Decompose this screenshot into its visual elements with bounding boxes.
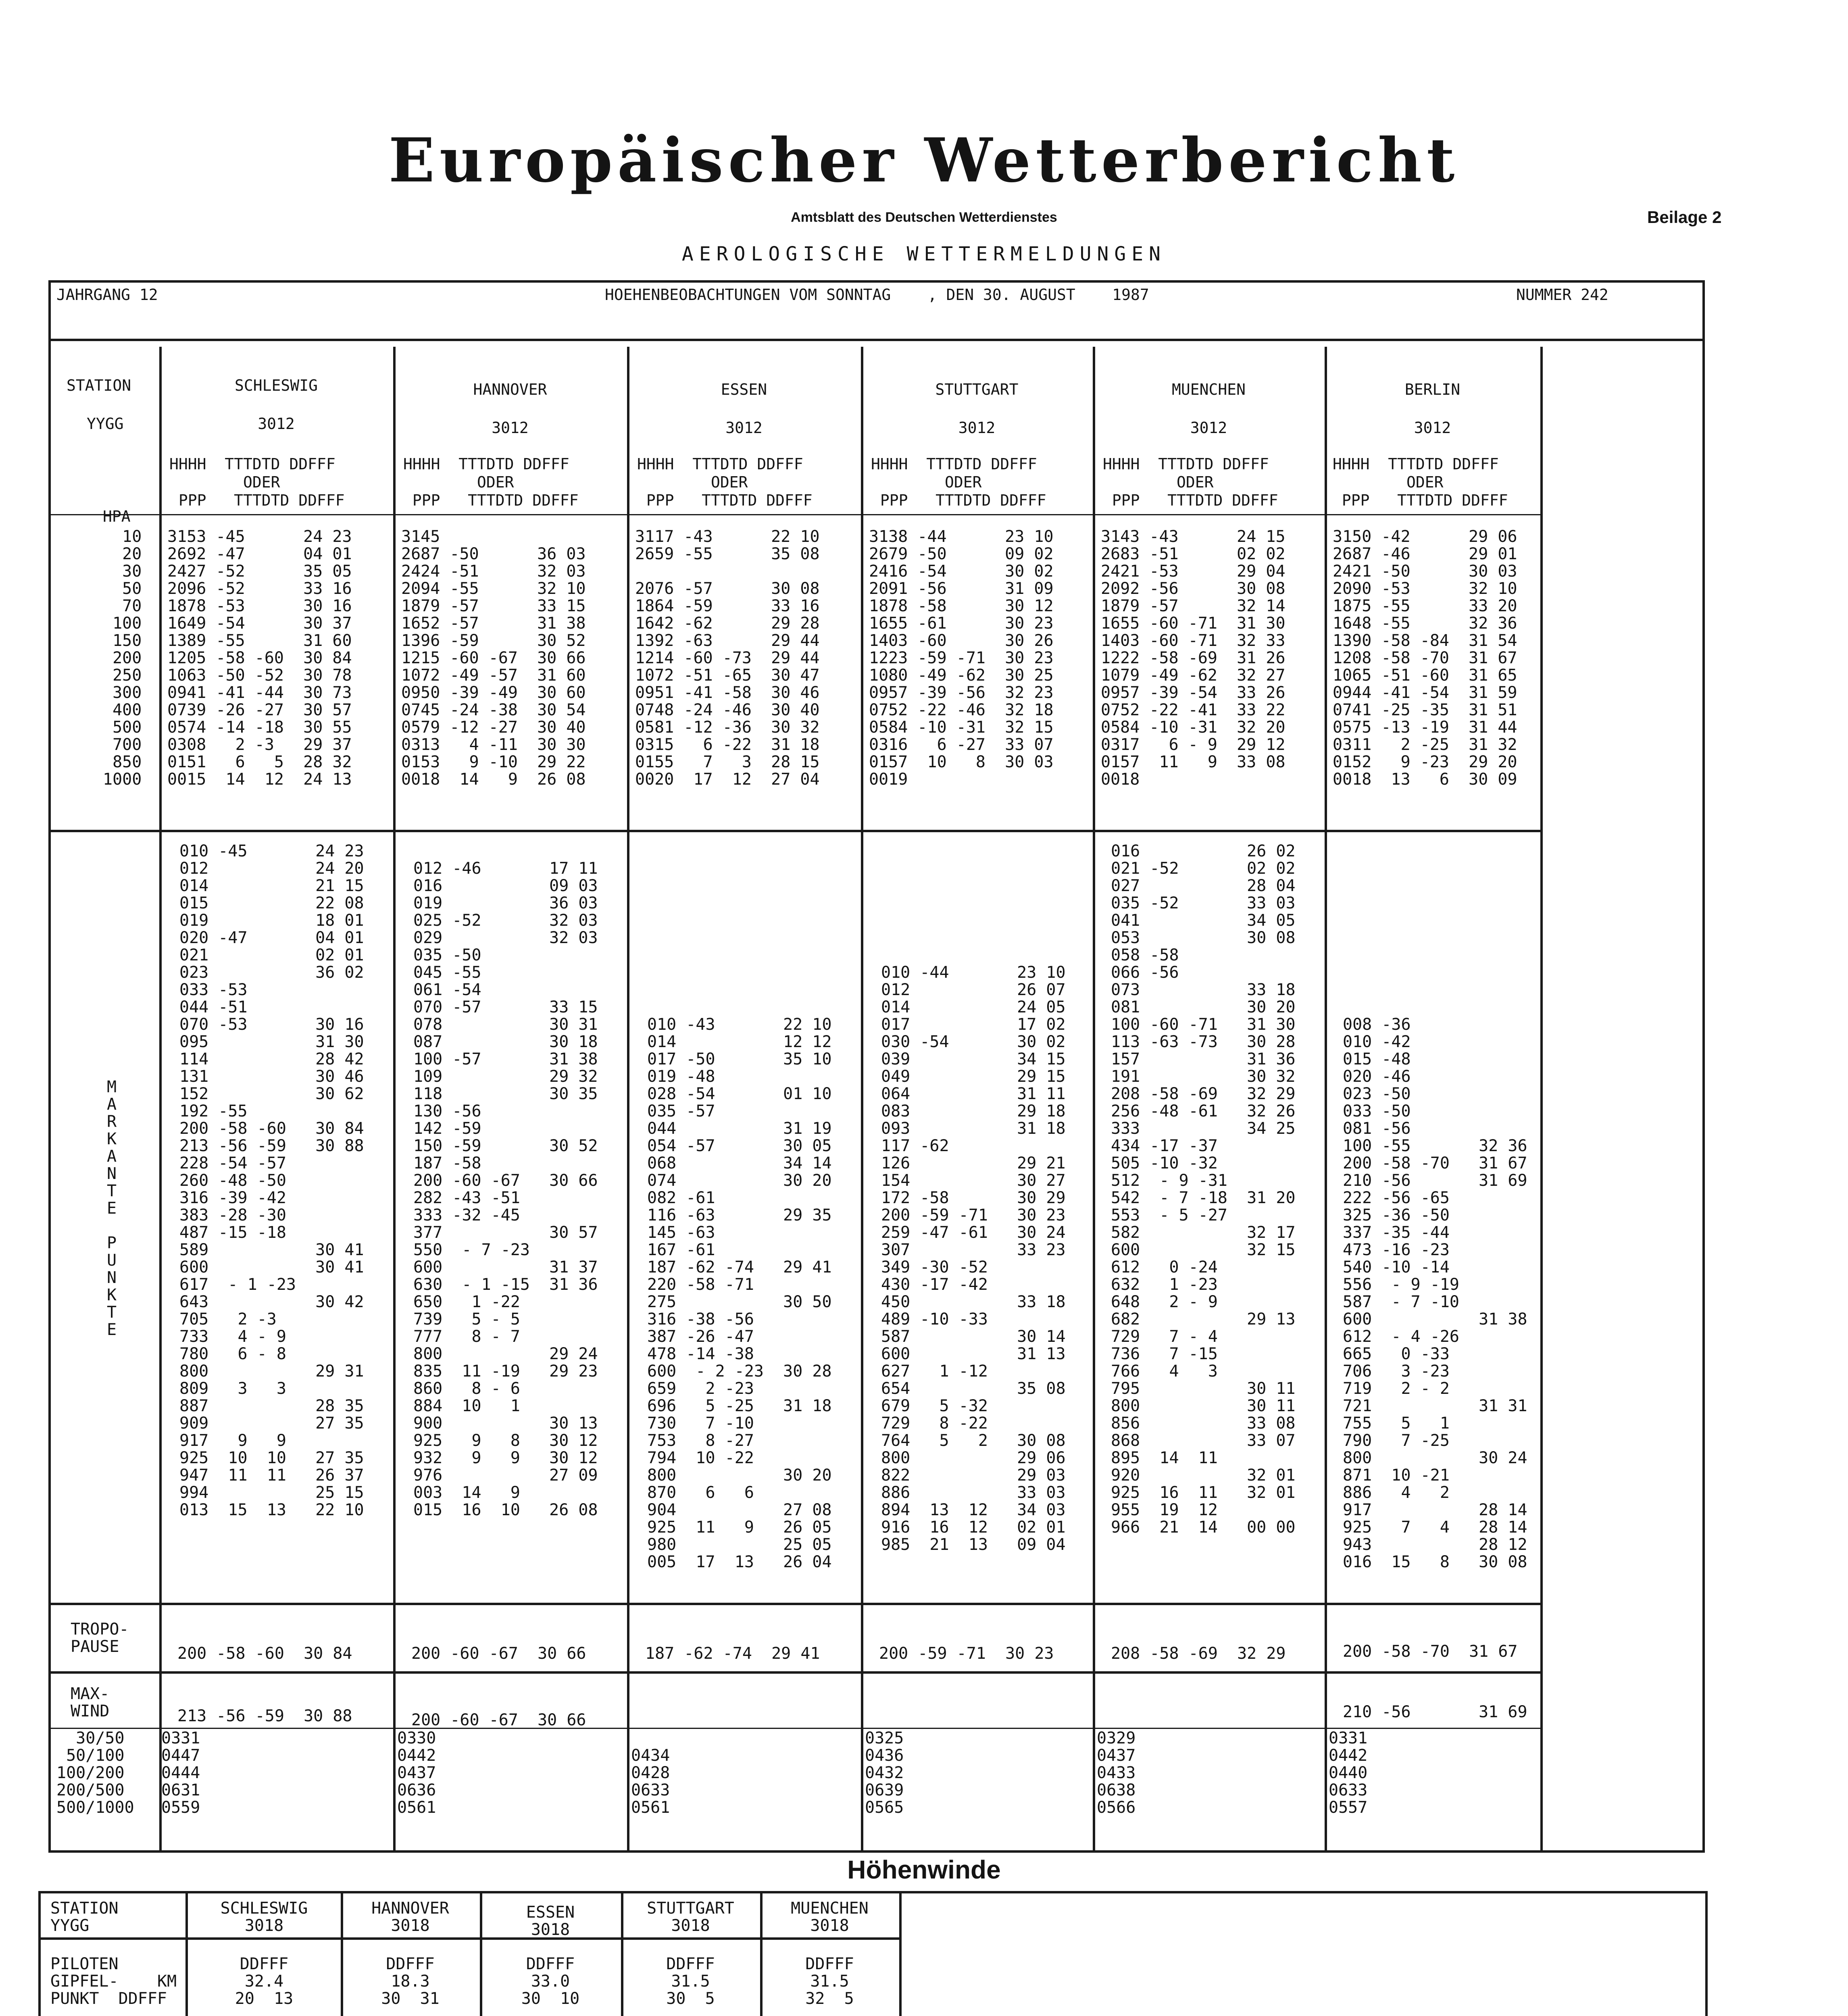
station-time: 3012 bbox=[1190, 419, 1227, 437]
station-significant-levels: 016 26 02 021 -52 02 02 027 28 04 035 -52 33 03 041 34 05 053 30 08 058 -58 066 -56 073 33 18 081 30 20 100 -60 -71 31 30 113 -63 -73 30 28 157 31 36 191 30 32 208 -58 -69 32 29 256 -48 -61 32 26 333 34 25 434 -17 -37 505 -10 -32 512 - 9 -31 542 - 7 -18 31 20 553 - 5 -27 582 32 17 600 32 15 612 0 -24 632 1 -23 648 2 - 9 682 29 13 729 7 - 4 736 7 -15 766 4 3 795 30 11 800 30 11 856 33 08 868 33 07 895 14 11 920 32 01 925 16 11 32 01 955 19 12 966 21 14 00 00 bbox=[1111, 842, 1296, 1537]
station-name: SCHLESWIG bbox=[220, 1899, 308, 1918]
shear-values: 0331 0447 0444 0631 0559 bbox=[161, 1729, 200, 1817]
maxwind-value: 200 -60 -67 30 66 bbox=[411, 1711, 586, 1729]
upper-table-col-rule bbox=[1540, 347, 1543, 1853]
upper-table-rule bbox=[48, 830, 1540, 832]
column-header: HHHH TTTDTD DDFFF bbox=[1333, 455, 1499, 473]
maxwind-label: MAX- WIND bbox=[71, 1685, 110, 1720]
shear-values: 0434 0428 0633 0561 bbox=[631, 1746, 670, 1817]
upper-table-col-rule bbox=[1093, 347, 1095, 1853]
column-header: ODER bbox=[871, 473, 1037, 491]
tropopause-label: TROPO- PAUSE bbox=[71, 1620, 129, 1656]
tropopause-value: 208 -58 -69 32 29 bbox=[1111, 1644, 1286, 1663]
station-standard-levels: 3153 -45 24 23 2692 -47 04 01 2427 -52 35 05 2096 -52 33 16 1878 -53 30 16 1649 -54 30 37 1389 -55 31 60 1205 -58 -60 30 84 1063 -50 -52 30 78 0941 -41 -44 30 73 0739 -26 -27 30 57 0574 -14 -18 30 55 0308 2 -3 29 37 0151 6 5 28 32 0015 14 12 24 13 bbox=[167, 527, 352, 789]
station-time: 3018 bbox=[671, 1916, 710, 1935]
tropopause-value: 200 -58 -70 31 67 bbox=[1343, 1642, 1518, 1661]
upper-table-rule bbox=[48, 1728, 1540, 1729]
shear-layer-labels: 30/50 50/100 100/200 200/500 500/1000 bbox=[56, 1729, 134, 1817]
lower-table-col-rule bbox=[185, 1891, 188, 2016]
column-header: ODER bbox=[1103, 473, 1269, 491]
shear-values: 0325 0436 0432 0639 0565 bbox=[865, 1729, 904, 1817]
maxwind-value: 213 -56 -59 30 88 bbox=[177, 1707, 352, 1725]
gipfel-value: DDFFF 18.3 30 31 bbox=[381, 1955, 440, 2008]
column-header: ODER bbox=[403, 473, 569, 491]
column-header: HHHH TTTDTD DDFFF bbox=[169, 455, 335, 473]
upper-table-col-rule bbox=[1325, 347, 1327, 1853]
station-significant-levels: 012 -46 17 11 016 09 03 019 36 03 025 -52 32 03 029 32 03 035 -50 045 -55 061 -54 070 -57 33 15 078 30 31 087 30 18 100 -57 31 38 109 29 32 118 30 35 130 -56 142 -59 150 -59 30 52 187 -58 200 -60 -67 30 66 282 -43 -51 333 -32 -45 377 30 57 550 - 7 -23 600 31 37 630 - 1 -15 31 36 650 1 -22 739 5 - 5 777 8 - 7 800 29 24 835 11 -19 29 23 860 8 - 6 884 10 1 900 30 13 925 9 8 30 12 932 9 9 30 12 976 27 09 003 14 9 015 16 10 26 08 bbox=[413, 859, 598, 1519]
station-standard-levels: 3150 -42 29 06 2687 -46 29 01 2421 -50 30 03 2090 -53 32 10 1875 -55 33 20 1648 -55 32 36 1390 -58 -84 31 54 1208 -58 -70 31 67 1065 -51 -60 31 65 0944 -41 -54 31 59 0741 -25 -35 31 51 0575 -13 -19 31 44 0311 2 -25 31 32 0152 9 -23 29 20 0018 13 6 30 09 bbox=[1333, 527, 1517, 789]
station-significant-levels: 010 -44 23 10 012 26 07 014 24 05 017 17 02 030 -54 30 02 039 34 15 049 29 15 064 31 11 083 29 18 093 31 18 117 -62 126 29 21 154 30 27 172 -58 30 29 200 -59 -71 30 23 259 -47 -61 30 24 307 33 23 349 -30 -52 430 -17 -42 450 33 18 489 -10 -33 587 30 14 600 31 13 627 1 -12 654 35 08 679 5 -32 729 8 -22 764 5 2 30 08 800 29 06 822 29 03 886 33 03 894 13 12 34 03 916 16 12 02 01 985 21 13 09 04 bbox=[881, 963, 1066, 1554]
shear-values: 0331 0442 0440 0633 0557 bbox=[1329, 1729, 1368, 1817]
shear-values: 0330 0442 0437 0636 0561 bbox=[397, 1729, 436, 1817]
station-name: MUENCHEN bbox=[1171, 381, 1246, 398]
gipfel-value: DDFFF 33.0 30 10 bbox=[521, 1955, 580, 2008]
station-name: HANNOVER bbox=[473, 381, 547, 398]
maxwind-value: 210 -56 31 69 bbox=[1343, 1703, 1527, 1721]
tropopause-value: 187 -62 -74 29 41 bbox=[645, 1644, 820, 1663]
upper-table-rule bbox=[48, 1603, 1540, 1605]
column-header: HHHH TTTDTD DDFFF bbox=[1103, 455, 1269, 473]
column-header: PPP TTTDTD DDFFF bbox=[403, 492, 579, 509]
station-significant-levels: 008 -36 010 -42 015 -48 020 -46 023 -50 033 -50 081 -56 100 -55 32 36 200 -58 -70 31 67 210 -56 31 69 222 -56 -65 325 -36 -50 337 -35 -44 473 -16 -23 540 -10 -14 556 - 9 -19 587 - 7 -10 600 31 38 612 - 4 -26 665 0 -33 706 3 -23 719 2 - 2 721 31 31 755 5 1 790 7 -25 800 30 24 871 10 -21 886 4 2 917 28 14 925 7 4 28 14 943 28 12 016 15 8 30 08 bbox=[1343, 1015, 1527, 1571]
column-header: HHHH TTTDTD DDFFF bbox=[871, 455, 1037, 473]
column-header: PPP TTTDTD DDFFF bbox=[1103, 492, 1278, 509]
hpa-level-list: 10 20 30 50 70 100 150 200 250 300 400 500 700 850 1000 bbox=[103, 527, 142, 789]
station-significant-levels: 010 -45 24 23 012 24 20 014 21 15 015 22 08 019 18 01 020 -47 04 01 021 02 01 023 36 02 033 -53 044 -51 070 -53 30 16 095 31 30 114 28 42 131 30 46 152 30 62 192 -55 200 -58 -60 30 84 213 -56 -59 30 88 228 -54 -57 260 -48 -50 316 -39 -42 383 -28 -30 487 -15 -18 589 30 41 600 30 41 617 - 1 -23 643 30 42 705 2 -3 733 4 - 9 780 6 - 8 800 29 31 809 3 3 887 28 35 909 27 35 917 9 9 925 10 10 27 35 947 11 11 26 37 994 25 15 013 15 13 22 10 bbox=[179, 842, 364, 1519]
hpa-label: HPA bbox=[103, 508, 131, 525]
piloten-label: PILOTEN GIPFEL- KM PUNKT DDFFF bbox=[50, 1955, 177, 2008]
upper-table-col-rule bbox=[159, 347, 162, 1853]
beilage-label: Beilage 2 bbox=[1647, 208, 1722, 227]
station-time: 3012 bbox=[958, 419, 996, 437]
station-time: 3012 bbox=[258, 415, 295, 433]
section-title: AEROLOGISCHE WETTERMELDUNGEN bbox=[681, 243, 1167, 265]
upper-table-col-rule bbox=[627, 347, 629, 1853]
station-standard-levels: 3138 -44 23 10 2679 -50 09 02 2416 -54 30 02 2091 -56 31 09 1878 -58 30 12 1655 -61 30 23 1403 -60 30 26 1223 -59 -71 30 23 1080 -49 -62 30 25 0957 -39 -56 32 23 0752 -22 -46 32 18 0584 -10 -31 32 15 0316 6 -27 33 07 0157 10 8 30 03 0019 bbox=[869, 527, 1054, 789]
upper-table-col-rule bbox=[861, 347, 863, 1853]
column-header: PPP TTTDTD DDFFF bbox=[169, 492, 345, 509]
column-header: ODER bbox=[169, 473, 335, 491]
page-subtitle: Amtsblatt des Deutschen Wetterdienstes bbox=[791, 210, 1057, 225]
station-time: 3012 bbox=[725, 419, 763, 437]
jahrgang: JAHRGANG 12 bbox=[56, 286, 158, 304]
station-time: 3018 bbox=[244, 1916, 284, 1935]
observation-date: HOEHENBEOBACHTUNGEN VOM SONNTAG , DEN 30. AUGUST 1987 bbox=[605, 286, 1149, 304]
station-name: STUTTGART bbox=[647, 1899, 734, 1918]
column-header: PPP TTTDTD DDFFF bbox=[1333, 492, 1508, 509]
upper-table-col-rule bbox=[393, 347, 396, 1853]
upper-table-rule bbox=[48, 514, 1540, 515]
upper-table-rule bbox=[48, 339, 1705, 341]
station-name: MUENCHEN bbox=[791, 1899, 869, 1918]
upper-table-rule bbox=[48, 1671, 1540, 1674]
station-time: 3018 bbox=[810, 1916, 849, 1935]
station-time: 3018 bbox=[391, 1916, 430, 1935]
lower-table-rule bbox=[38, 1937, 899, 1940]
column-header: HHHH TTTDTD DDFFF bbox=[637, 455, 803, 473]
station-name: STUTTGART bbox=[935, 381, 1019, 398]
station-name: HANNOVER bbox=[371, 1899, 449, 1918]
station-label: STATION bbox=[67, 377, 131, 394]
issue-number: NUMMER 242 bbox=[1516, 286, 1608, 304]
gipfel-value: DDFFF 31.5 30 5 bbox=[666, 1955, 715, 2008]
station-name: ESSEN bbox=[526, 1903, 575, 1922]
column-header: PPP TTTDTD DDFFF bbox=[871, 492, 1046, 509]
station-name: BERLIN bbox=[1404, 381, 1460, 398]
station-time: 3018 bbox=[531, 1920, 570, 1939]
column-header: ODER bbox=[637, 473, 803, 491]
page-title: Europäischer Wetterbericht bbox=[388, 125, 1460, 196]
gipfel-value: DDFFF 32.4 20 13 bbox=[235, 1955, 294, 2008]
hoehenwinde-title: Höhenwinde bbox=[847, 1855, 1001, 1884]
station-standard-levels: 3145 2687 -50 36 03 2424 -51 32 03 2094 -55 32 10 1879 -57 33 15 1652 -57 31 38 1396 -59 30 52 1215 -60 -67 30 66 1072 -49 -57 31 60 0950 -39 -49 30 60 0745 -24 -38 30 54 0579 -12 -27 30 40 0313 4 -11 30 30 0153 9 -10 29 22 0018 14 9 26 08 bbox=[401, 527, 586, 789]
station-time: 3012 bbox=[1414, 419, 1451, 437]
tropopause-value: 200 -59 -71 30 23 bbox=[879, 1644, 1054, 1663]
station-name: SCHLESWIG bbox=[235, 377, 318, 394]
station-standard-levels: 3117 -43 22 10 2659 -55 35 08 2076 -57 30 08 1864 -59 33 16 1642 -62 29 28 1392 -63 29 44 1214 -60 -73 29 44 1072 -51 -65 30 47 0951 -41 -58 30 46 0748 -24 -46 30 40 0581 -12 -36 30 32 0315 6 -22 31 18 0155 7 3 28 15 0020 17 12 27 04 bbox=[635, 527, 820, 789]
gipfel-value: DDFFF 31.5 32 5 bbox=[805, 1955, 854, 2008]
tropopause-value: 200 -60 -67 30 66 bbox=[411, 1644, 586, 1663]
station-time: 3012 bbox=[492, 419, 529, 437]
column-header: ODER bbox=[1333, 473, 1499, 491]
station-significant-levels: 010 -43 22 10 014 12 12 017 -50 35 10 019 -48 028 -54 01 10 035 -57 044 31 19 054 -57 30 05 068 34 14 074 30 20 082 -61 116 -63 29 35 145 -63 167 -61 187 -62 -74 29 41 220 -58 -71 275 30 50 316 -38 -56 387 -26 -47 478 -14 -38 600 - 2 -23 30 28 659 2 -23 696 5 -25 31 18 730 7 -10 753 8 -27 794 10 -22 800 30 20 870 6 6 904 27 08 925 11 9 26 05 980 25 05 005 17 13 26 04 bbox=[647, 1015, 832, 1571]
markante-punkte-label: M A R K A N T E P U N K T E bbox=[107, 1078, 117, 1339]
column-header: HHHH TTTDTD DDFFF bbox=[403, 455, 569, 473]
shear-values: 0329 0437 0433 0638 0566 bbox=[1097, 1729, 1136, 1817]
station-standard-levels: 3143 -43 24 15 2683 -51 02 02 2421 -53 29 04 2092 -56 30 08 1879 -57 32 14 1655 -60 -71 31 30 1403 -60 -71 32 33 1222 -58 -69 31 26 1079 -49 -62 32 27 0957 -39 -54 33 26 0752 -22 -41 33 22 0584 -10 -31 32 20 0317 6 - 9 29 12 0157 11 9 33 08 0018 bbox=[1101, 527, 1285, 789]
column-header: PPP TTTDTD DDFFF bbox=[637, 492, 813, 509]
yygg-label: YYGG bbox=[87, 415, 124, 433]
station-label: STATION YYGG bbox=[50, 1899, 119, 1935]
lower-table-col-rule bbox=[899, 1891, 902, 2016]
station-name: ESSEN bbox=[721, 381, 767, 398]
tropopause-value: 200 -58 -60 30 84 bbox=[177, 1644, 352, 1663]
